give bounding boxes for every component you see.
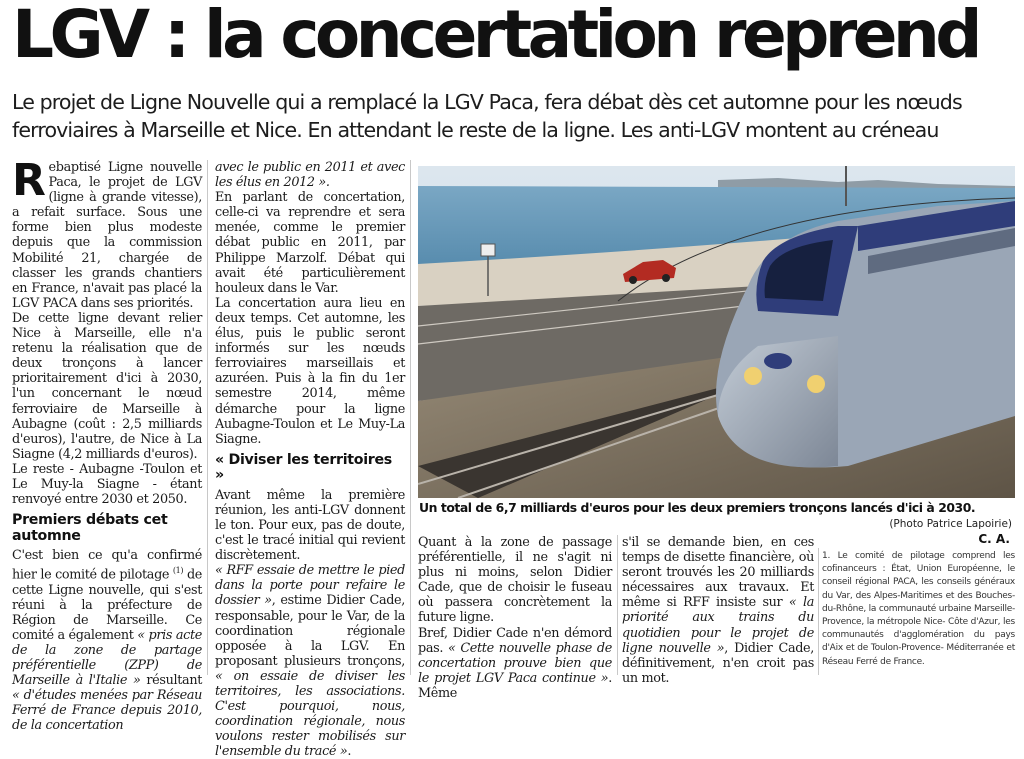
- paragraph: Bref, Didier Cade n'en démord pas. « Cette nouvelle phase de concertation prouve bien que le projet LGV Paca continue ». Même: [418, 625, 612, 701]
- headline: LGV : la concertation reprend: [12, 0, 978, 73]
- paragraph: Rebaptisé Ligne nouvelle Paca, le projet de LGV (ligne à grande vitesse), a refait surface. Sous une forme bien plus modeste depuis que la commission Mobilité 21, chargée de classer les grands chantiers en France, n'avait pas placé la LGV PACA dans ses priorités.: [12, 155, 202, 311]
- column-2: [215, 160, 405, 759]
- column-divider: [617, 535, 618, 675]
- paragraph: De cette ligne devant relier Nice à Marseille, elle n'a retenu la réalisation que de deux tronçons à lancer prioritairement d'ici à 2030, l'un concernant le nœud ferroviaire de Marseille à Aubagne (coût : 2,5 milliards d'euros), l'autre, de Nice à La Siagne (4,2 milliards d'euros).: [12, 310, 202, 462]
- paragraph: En parlant de concertation, celle-ci va reprendre et sera menée, comme le premier débat public en 2011, par Philippe Marzolf. Débat qui avait été particulièrement houleux dans le Var.: [215, 190, 405, 296]
- paragraph: « RFF essaie de mettre le pied dans la porte pour refaire le dossier », estime Didier Cade, responsable, pour le Var, de la coordination régionale opposée à la LGV. En proposant plusieurs tronçons, « on essaie de diviser les territoires, les associations. C'est pourquoi, nous, coordination régionale, nous voulons rester mobilisés sur l'ensemble du tracé ».: [215, 563, 405, 759]
- paragraph: Le reste - Aubagne -Toulon et Le Muy-la Siagne - étant renvoyé entre 2030 et 2050.: [12, 461, 202, 508]
- paragraph: Quant à la zone de passage préférentielle, il ne s'agit ni plus ni moins, selon Didier Cade, que de choisir le fuseau où passera concrètement la future ligne.: [418, 535, 612, 626]
- paragraph: C'est bien ce qu'a confirmé hier le comité de pilotage $^{(1)}$ de cette Ligne nouvelle, qui s'est réuni à la préfecture de Région de Marseille. Ce comité a également « pris acte de la zone de partage préférentielle (ZPP) de Marseille à l'Italie » résultant « d'études menées par Réseau Ferré de France depuis 2010, de la concertation: [12, 548, 203, 734]
- standfirst: Le projet de Ligne Nouvelle qui a remplacé la LGV Paca, fera débat dès cet automne pour les nœuds ferroviaires à Marseille et Nice. En attendant le reste de la ligne. Les anti-LGV montent au créneau: [12, 90, 962, 142]
- footnote: 1. Le comité de pilotage comprend les cofinanceurs : État, Union Européenne, le conseil régional PACA, les conseils généraux du Var, des Alpes-Maritimes et des Bouches- du-Rhône, la communauté urbaine Marseille-Provence, la métropole Nice- Côte d'Azur, les communautés d'agglomération du pays d'Aix et de Toulon-Provence- Méditerranée et Réseau Ferré de France.: [822, 551, 1015, 667]
- footnote-ref: (1): [172, 566, 184, 576]
- photo-credit: (Photo Patrice Lapoirie): [889, 518, 1012, 530]
- column-1: [12, 155, 203, 734]
- column-divider: [410, 160, 411, 675]
- paragraph: avec le public en 2011 et avec les élus en 2012 ».: [215, 160, 405, 191]
- paragraph: La concertation aura lieu en deux temps. Cet automne, les élus, puis le public seront informés sur les nœuds ferroviaires marseillais et azuréen. Puis à la fin du 1er semestre 2014, même démarche pour la ligne Aubagne-Toulon et Le Muy-La Siagne.: [215, 295, 405, 447]
- paragraph: Avant même la première réunion, les anti-LGV donnent le ton. Pour eux, pas de doute, c'est le tracé initial qui revient discrètement.: [215, 487, 405, 564]
- column-divider: [207, 160, 208, 675]
- subheading: « Diviser les territoires »: [215, 451, 392, 484]
- column-4: [622, 535, 814, 686]
- tgv-train-photo: [418, 166, 1015, 498]
- train-illustration: [418, 166, 1015, 498]
- drop-cap: R: [12, 155, 46, 206]
- paragraph: s'il se demande bien, en ces temps de disette financière, où seront trouvés les 20 milliards nécessaires aux travaux. Et même si RFF insiste sur « la priorité aux trains du quotidien pour le projet de ligne nouvelle », Didier Cade, définitivement, n'en croit pas un mot.: [622, 535, 815, 686]
- author-signature: C. A.: [978, 532, 1010, 546]
- subheading: Premiers débats cet automne: [12, 512, 168, 544]
- photo-caption: Un total de 6,7 milliards d'euros pour les deux premiers tronçons lancés d'ici à 2030.: [419, 500, 976, 515]
- column-divider: [818, 548, 819, 675]
- column-3: [418, 535, 612, 701]
